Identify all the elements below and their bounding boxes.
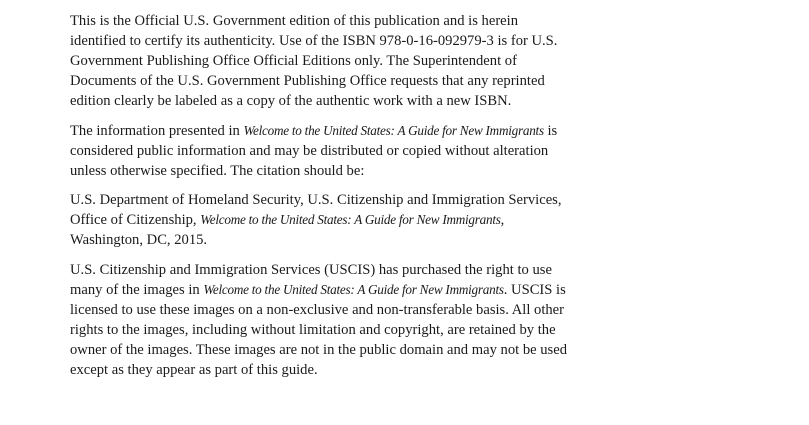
citation-publication-title: Welcome to the United States: A Guide for New Immigrants	[200, 212, 501, 227]
isbn-notice-paragraph	[70, 11, 570, 111]
citation-paragraph	[70, 190, 570, 250]
image-rights-text-after: . USCIS is licensed to use these images on a non-exclusive and non-transferable basis. All other rights to the images, including without limitation and copyright, are retained by the owner of the images. These images are not in the public domain and may not be used except as they appear as part of this guide.	[70, 281, 567, 378]
public-information-text-before: The information presented in	[70, 122, 244, 139]
isbn-notice-text: This is the Official U.S. Government edition of this publication and is herein identified to certify its authenticity. Use of the ISBN 978-0-16-092979-3 is for U.S. Government Publishing Office Official Editions only. The Superintendent of Documents of the U.S. Government Publishing Office requests that any reprinted edition clearly be labeled as a copy of the authentic work with a new ISBN.	[70, 13, 558, 109]
image-rights-paragraph	[70, 260, 570, 380]
public-information-paragraph	[70, 121, 570, 181]
public-information-text-after: is considered public information and may be distributed or copied without alteration unless otherwise specified. The citation should be:	[70, 122, 558, 179]
citation-text-before: U.S. Department of Homeland Security, U.S. Citizenship and Immigration Services, Office of Citizenship,	[70, 192, 562, 228]
image-rights-text-before: U.S. Citizenship and Immigration Services (USCIS) has purchased the right to use many of the images in	[70, 261, 552, 298]
publication-title: Welcome to the United States: A Guide for New Immigrants	[243, 122, 544, 138]
image-rights-publication-title: Welcome to the United States: A Guide for New Immigrants	[203, 281, 504, 297]
citation-text-after: , Washington, DC, 2015.	[70, 212, 505, 248]
document-body	[70, 11, 570, 389]
